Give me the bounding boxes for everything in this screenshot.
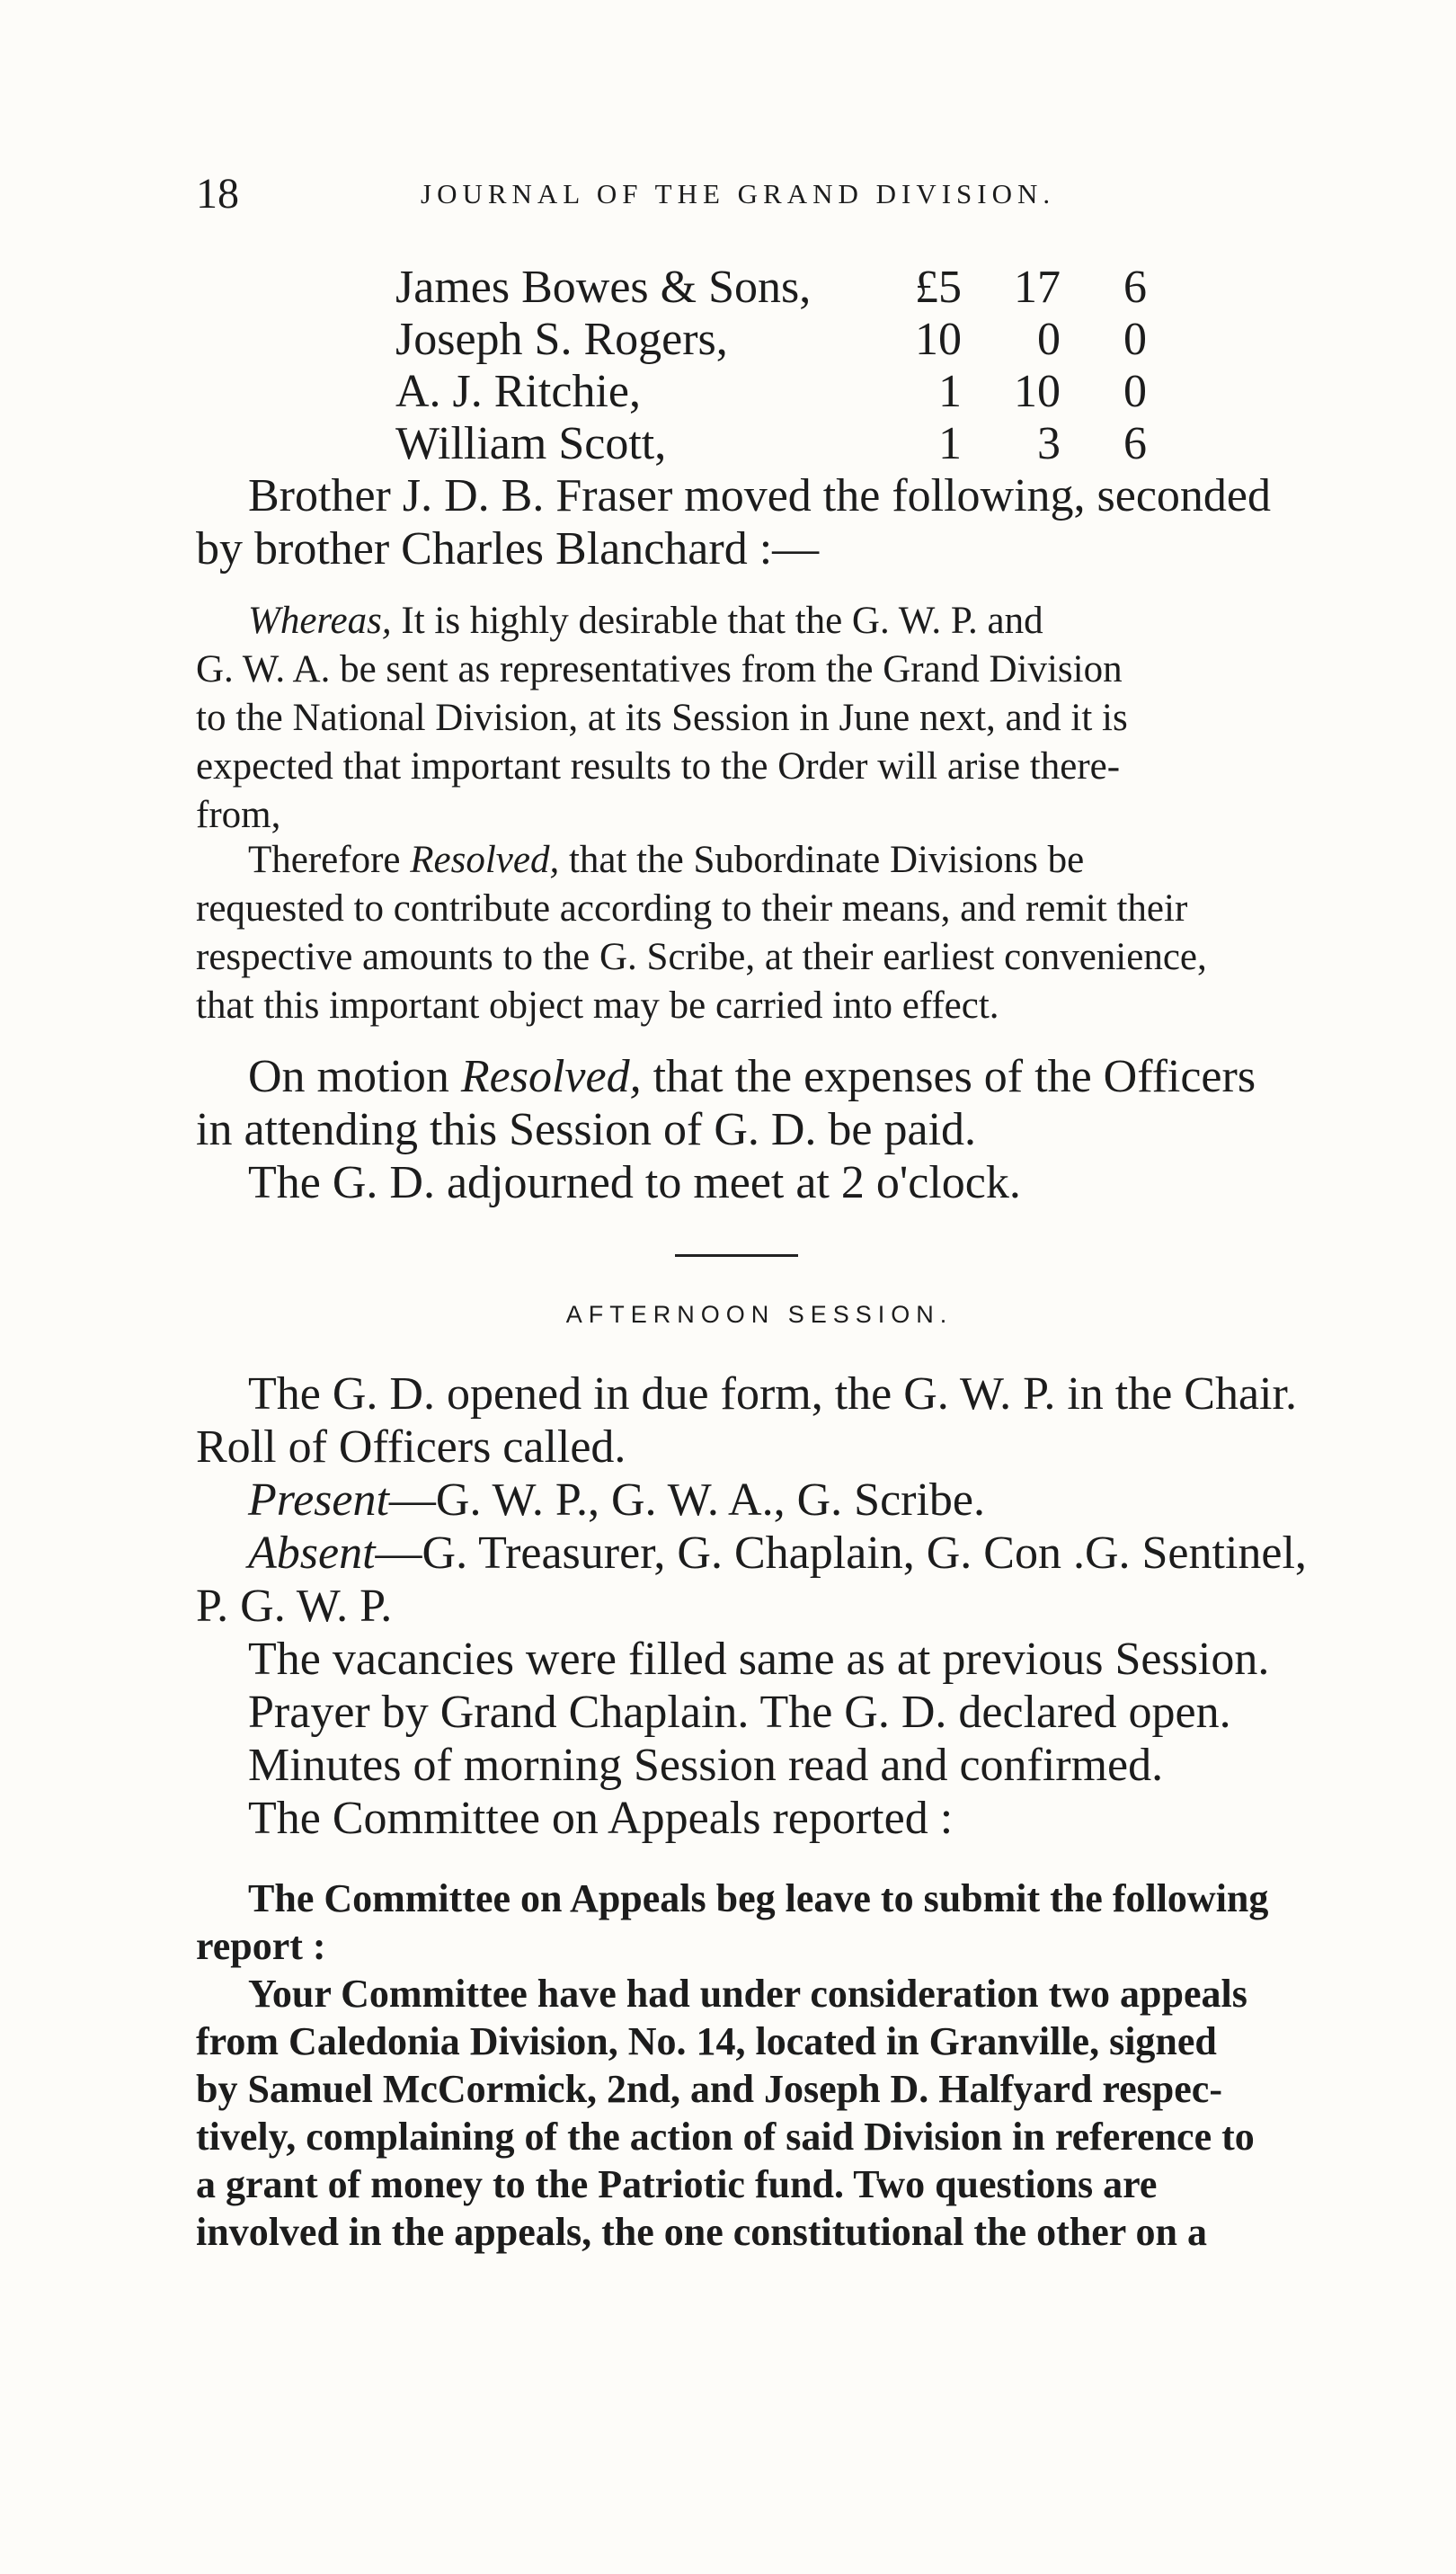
text-line: tively, complaining of the action of said Division in reference to xyxy=(196,2115,1255,2159)
text-line: Therefore Resolved, that the Subordinate Divisions be xyxy=(248,839,1085,881)
section-heading: AFTERNOON SESSION. xyxy=(565,1301,954,1328)
text-line: G. W. A. be sent as representatives from the Grand Division xyxy=(196,648,1123,690)
running-head xyxy=(196,169,1176,223)
payments-list xyxy=(395,261,1204,469)
amount-pounds: 1 xyxy=(938,366,962,417)
payment-row xyxy=(395,365,1204,417)
payer-name: William Scott, xyxy=(395,418,667,469)
text-line: in attending this Session of G. D. be paid. xyxy=(196,1104,977,1155)
whereas-label: Whereas, xyxy=(248,600,392,642)
payment-row xyxy=(395,261,1204,313)
committee-report xyxy=(196,1875,1268,2256)
resolved-label: Resolved, xyxy=(460,1051,642,1102)
amount-shillings: 10 xyxy=(1014,366,1061,417)
page-number: 18 xyxy=(196,170,239,218)
text-line: by Samuel McCormick, 2nd, and Joseph D. Halfyard respec- xyxy=(196,2067,1222,2111)
text-line: a grant of money to the Patriotic fund. Two questions are xyxy=(196,2162,1158,2206)
amount-shillings: 0 xyxy=(1037,314,1061,365)
payment-row xyxy=(395,313,1204,365)
therefore-paragraph xyxy=(196,836,1207,1030)
payer-name: Joseph S. Rogers, xyxy=(395,314,728,365)
text-line: from Caledonia Division, No. 14, located in Granville, signed xyxy=(196,2019,1217,2063)
resolved-label: Resolved, xyxy=(410,839,560,881)
payer-name: James Bowes & Sons, xyxy=(395,262,812,313)
text-line: by brother Charles Blanchard :— xyxy=(196,523,820,574)
amount-shillings: 3 xyxy=(1037,418,1061,469)
text-line: P. G. W. P. xyxy=(196,1581,393,1632)
motion-paragraph xyxy=(196,469,1271,575)
text-line: Roll of Officers called. xyxy=(196,1421,626,1473)
expenses-paragraph xyxy=(196,1050,1256,1209)
afternoon-session-text xyxy=(196,1367,1307,1845)
payer-name: A. J. Ritchie, xyxy=(395,366,641,417)
text-line: respective amounts to the G. Scribe, at their earliest convenience, xyxy=(196,936,1207,978)
amount-pence: 0 xyxy=(1123,366,1147,417)
text-line: Absent—G. Treasurer, G. Chaplain, G. Con .G. Sentinel, xyxy=(248,1527,1307,1579)
present-label: Present xyxy=(248,1474,389,1526)
section-divider xyxy=(675,1254,798,1257)
text-line: Brother J. D. B. Fraser moved the following, seconded xyxy=(248,470,1272,521)
amount-shillings: 17 xyxy=(1014,262,1061,313)
text-line: The Committee on Appeals beg leave to submit the following xyxy=(248,1876,1269,1920)
amount-pounds: 10 xyxy=(915,314,962,365)
text-line: Minutes of morning Session read and confirmed. xyxy=(248,1740,1164,1791)
amount-pounds: 1 xyxy=(938,418,962,469)
whereas-paragraph xyxy=(196,597,1128,840)
amount-pence: 0 xyxy=(1123,314,1147,365)
text-line: to the National Division, at its Session in June next, and it is xyxy=(196,697,1128,739)
text-line: Whereas, It is highly desirable that the G. W. P. and xyxy=(248,600,1043,642)
text-line: Present—G. W. P., G. W. A., G. Scribe. xyxy=(248,1474,985,1526)
amount-pence: 6 xyxy=(1123,262,1147,313)
text-line: that this important object may be carried into effect. xyxy=(196,984,999,1027)
amount-pence: 6 xyxy=(1123,418,1147,469)
text-line: On motion Resolved, that the expenses of the Officers xyxy=(248,1051,1256,1102)
text-line: Your Committee have had under consideration two appeals xyxy=(248,1972,1247,2016)
text-line: from, xyxy=(196,794,281,836)
absent-label: Absent xyxy=(248,1527,376,1579)
text-line: expected that important results to the Order will arise there- xyxy=(196,745,1121,788)
text-line: The Committee on Appeals reported : xyxy=(248,1793,954,1844)
amount-pounds: £5 xyxy=(915,262,962,313)
text-line: involved in the appeals, the one constitutional the other on a xyxy=(196,2210,1207,2254)
text-line: requested to contribute according to their means, and remit their xyxy=(196,887,1188,930)
text-line: The vacancies were filled same as at previous Session. xyxy=(248,1634,1270,1685)
text-line: The G. D. opened in due form, the G. W. P. in the Chair. xyxy=(248,1368,1297,1420)
text-line: Prayer by Grand Chaplain. The G. D. declared open. xyxy=(248,1687,1231,1738)
text-line: The G. D. adjourned to meet at 2 o'clock. xyxy=(248,1157,1021,1208)
running-title: JOURNAL OF THE GRAND DIVISION. xyxy=(421,178,1056,209)
payment-row xyxy=(395,417,1204,469)
text-line: report : xyxy=(196,1924,326,1968)
